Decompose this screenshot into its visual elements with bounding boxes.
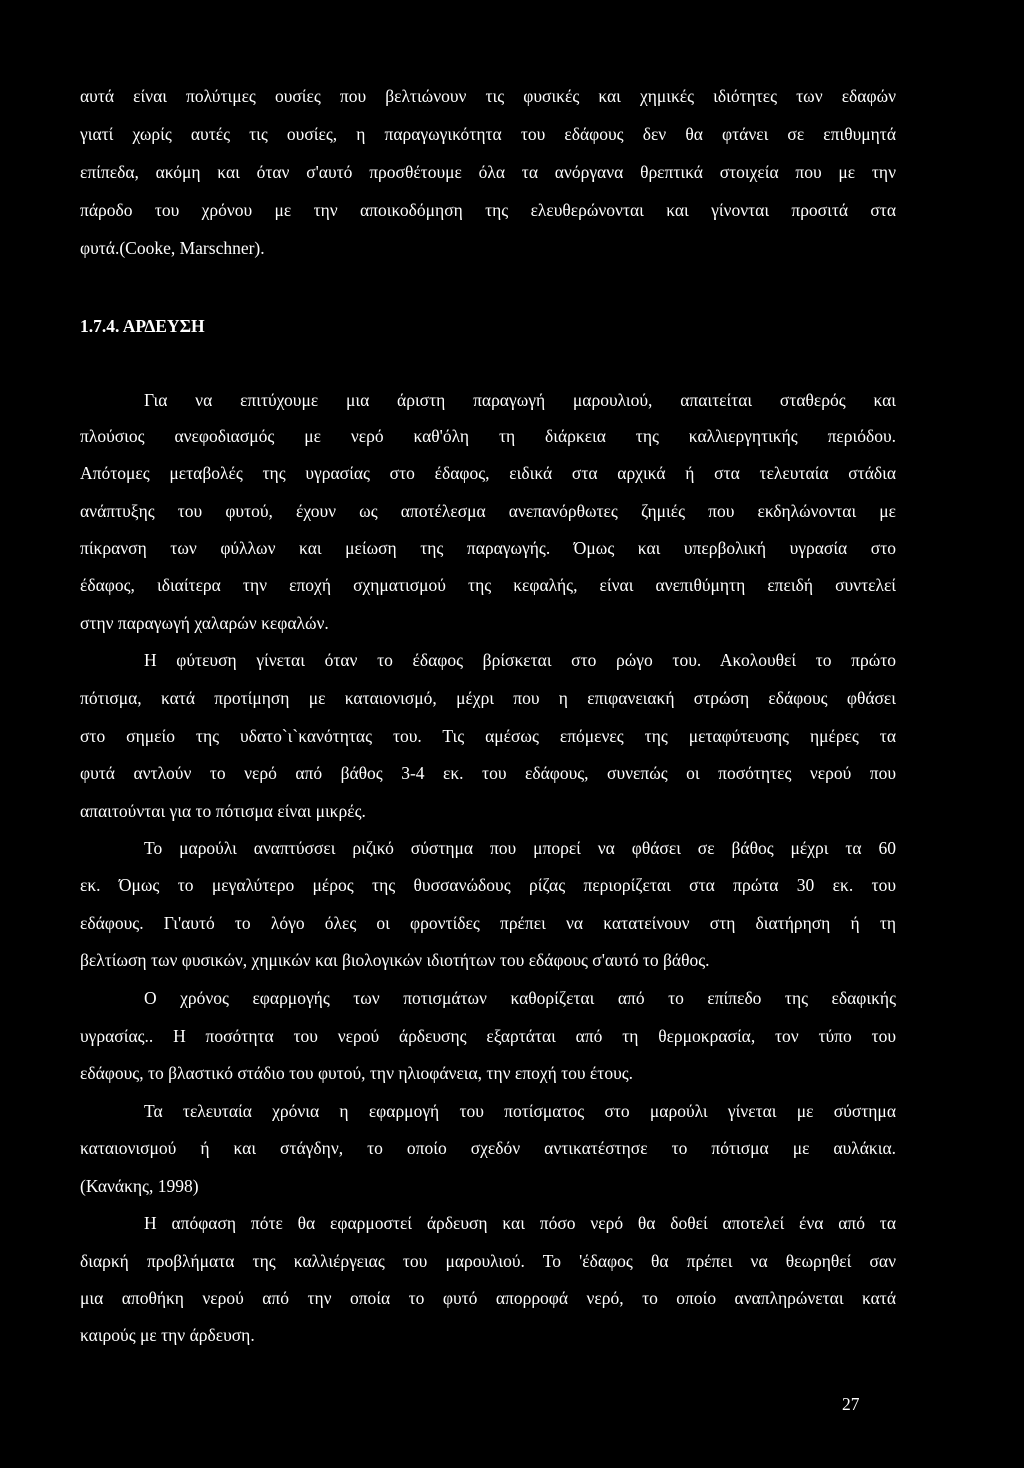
text-line: διαρκή προβλήματα της καλλιέργειας του μαρουλιού. Το 'έδαφος θα πρέπει να θεωρηθεί σαν: [80, 1251, 896, 1271]
text-line: φυτά.(Cooke, Marschner).: [80, 238, 265, 258]
text-line: βελτίωση των φυσικών, χημικών και βιολογικών ιδιοτήτων του εδάφους σ'αυτό το βάθος.: [80, 950, 710, 970]
text-line: πίκρανση των φύλλων και μείωση της παραγωγής. Όμως και υπερβολική υγρασία στο: [80, 538, 896, 558]
text-line: καταιονισμού ή και στάγδην, το οποίο σχεδόν αντικατέστησε το πότισμα με αυλάκια.: [80, 1138, 896, 1158]
text-line: στην παραγωγή χαλαρών κεφαλών.: [80, 613, 329, 633]
text-line: φυτά αντλούν το νερό από βάθος 3-4 εκ. του εδάφους, συνεπώς οι ποσότητες νερού που: [80, 763, 896, 783]
text-line: ανάπτυξης του φυτού, έχουν ως αποτέλεσμα ανεπανόρθωτες ζημιές που εκδηλώνονται με: [80, 501, 896, 521]
text-line: απαιτούνται για το πότισμα είναι μικρές.: [80, 801, 366, 821]
text-line: επίπεδα, ακόμη και όταν σ'αυτό προσθέτουμε όλα τα ανόργανα θρεπτικά στοιχεία που με την: [80, 162, 896, 182]
text-line: πλούσιος ανεφοδιασμός με νερό καθ'όλη τη διάρκεια της καλλιεργητικής περιόδου.: [80, 426, 896, 446]
text-line: πάροδο του χρόνου με την αποικοδόμηση της ελευθερώνονται και γίνονται προσιτά στα: [80, 200, 896, 220]
text-line: Το μαρούλι αναπτύσσει ριζικό σύστημα που μπορεί να φθάσει σε βάθος μέχρι τα 60: [144, 838, 896, 858]
text-line: Για να επιτύχουμε μια άριστη παραγωγή μαρουλιού, απαιτείται σταθερός και: [144, 390, 896, 410]
text-line: πότισμα, κατά προτίμηση με καταιονισμό, μέχρι που η επιφανειακή στρώση εδάφους φθάσει: [80, 688, 896, 708]
text-line: Τα τελευταία χρόνια η εφαρμογή του ποτίσματος στο μαρούλι γίνεται με σύστημα: [144, 1101, 896, 1121]
text-line: Ο χρόνος εφαρμογής των ποτισμάτων καθορίζεται από το επίπεδο της εδαφικής: [144, 988, 896, 1008]
text-line: (Κανάκης, 1998): [80, 1176, 199, 1196]
text-line: Η φύτευση γίνεται όταν το έδαφος βρίσκεται στο ρώγο του. Ακολουθεί το πρώτο: [144, 650, 896, 670]
text-line: στο σημείο της υδατο`ι`κανότητας του. Τις αμέσως επόμενες της μεταφύτευσης ημέρες τα: [80, 726, 896, 746]
text-line: εδάφους. Γι'αυτό το λόγο όλες οι φροντίδες πρέπει να κατατείνουν στη διατήρηση ή τη: [80, 913, 896, 933]
text-line: καιρούς με την άρδευση.: [80, 1325, 255, 1345]
text-line: μια αποθήκη νερού από την οποία το φυτό απορροφά νερό, το οποίο αναπληρώνεται κατά: [80, 1288, 896, 1308]
text-line: εκ. Όμως το μεγαλύτερο μέρος της θυσσανώδους ρίζας περιορίζεται στα πρώτα 30 εκ. του: [80, 875, 896, 895]
text-line: εδάφους, το βλαστικό στάδιο του φυτού, την ηλιοφάνεια, την εποχή του έτους.: [80, 1063, 634, 1083]
text-line: Η απόφαση πότε θα εφαρμοστεί άρδευση και πόσο νερό θα δοθεί αποτελεί ένα από τα: [144, 1213, 896, 1233]
text-line: γιατί χωρίς αυτές τις ουσίες, η παραγωγικότητα του εδάφους δεν θα φτάνει σε επιθυμητά: [80, 124, 896, 144]
text-line: έδαφος, ιδιαίτερα την εποχή σχηματισμού της κεφαλής, είναι ανεπιθύμητη επειδή συντελεί: [80, 575, 896, 595]
text-line: Απότομες μεταβολές της υγρασίας στο έδαφος, ειδικά στα αρχικά ή στα τελευταία στάδια: [80, 463, 896, 483]
section-heading: 1.7.4. ΑΡΔΕΥΣΗ: [80, 316, 205, 336]
text-line: αυτά είναι πολύτιμες ουσίες που βελτιώνουν τις φυσικές και χημικές ιδιότητες των εδαφών: [80, 86, 896, 106]
page-number: 27: [842, 1394, 860, 1414]
text-line: υγρασίας.. Η ποσότητα του νερού άρδευσης εξαρτάται από τη θερμοκρασία, τον τύπο του: [80, 1026, 896, 1046]
